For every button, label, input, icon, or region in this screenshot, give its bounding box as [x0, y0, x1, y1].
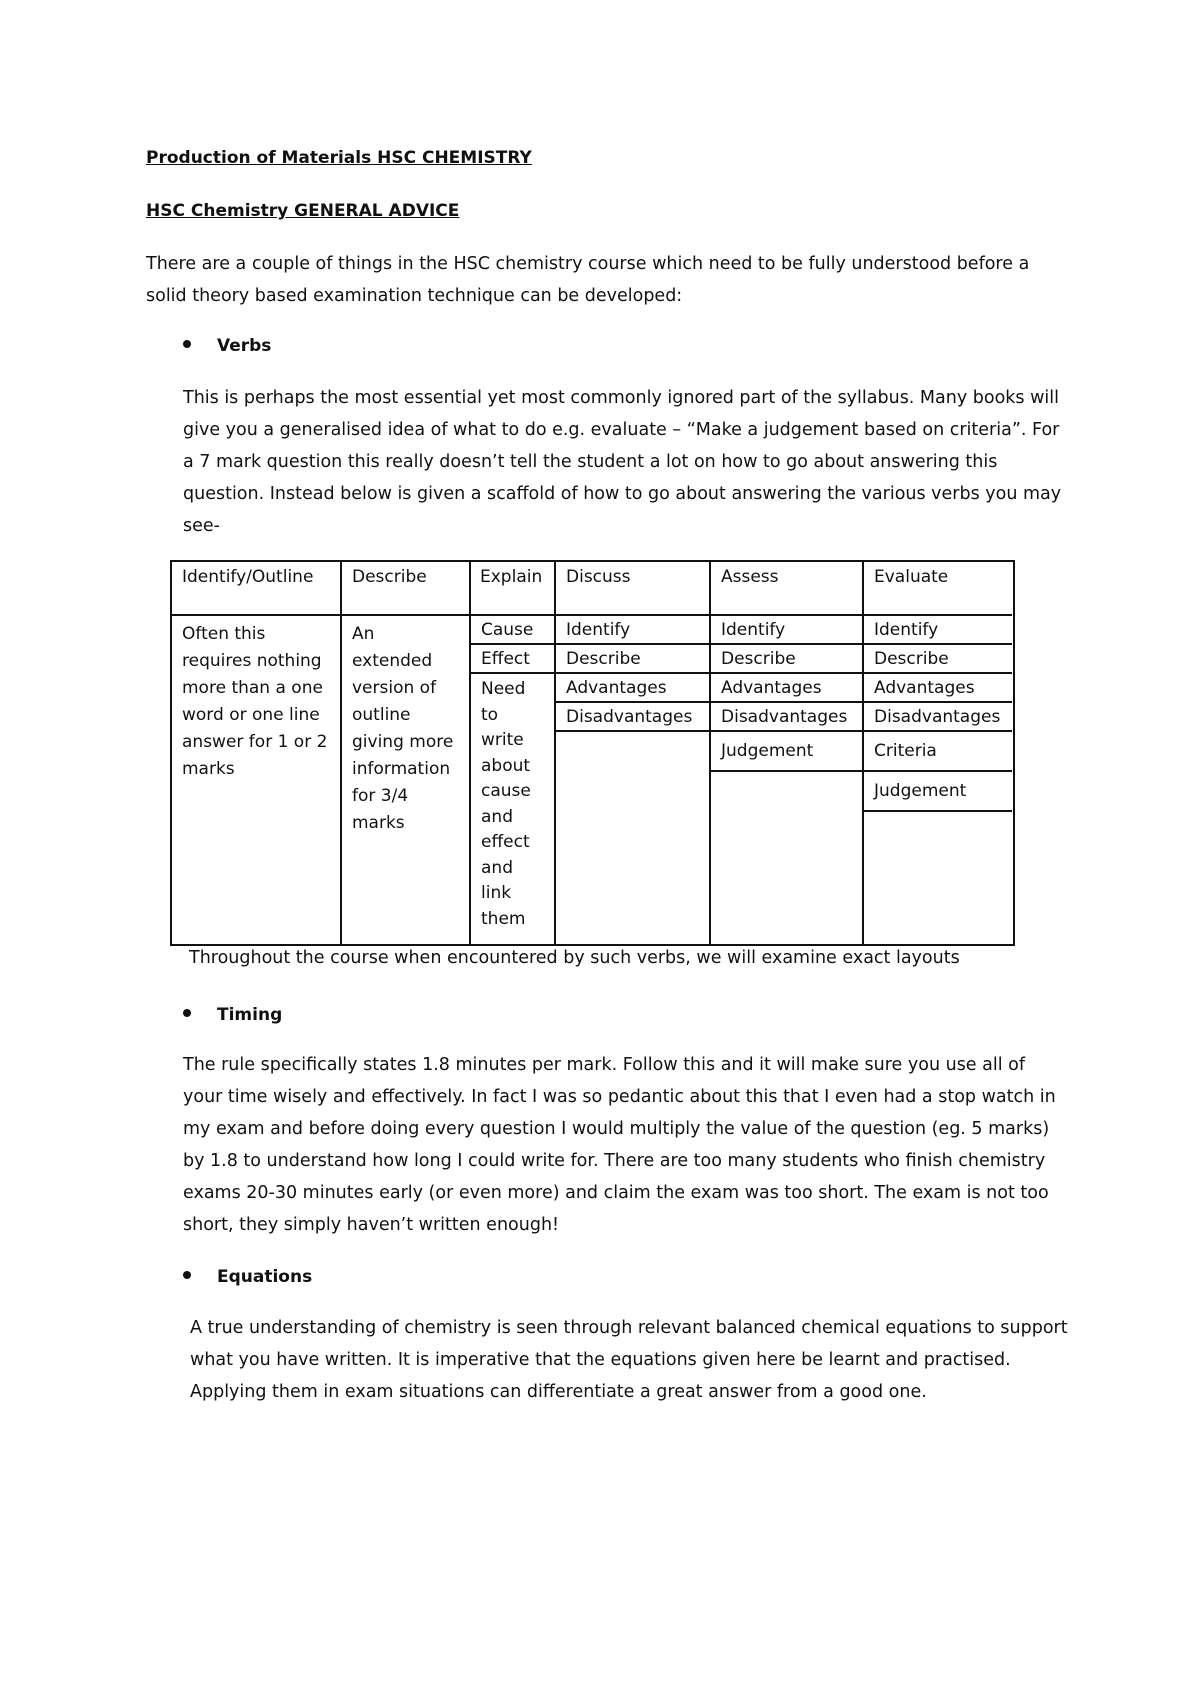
discuss-item: Disadvantages: [556, 703, 709, 732]
equations-heading: [183, 1267, 312, 1287]
evaluate-item: Judgement: [864, 772, 1012, 812]
bullet-icon: [183, 340, 191, 348]
equations-paragraph: A true understanding of chemistry is seen through relevant balanced chemical equations to support what you have written. It is imperative that the equations given here be learnt and practised. Applying them in exam situations can differentiate a great answer from a good one.: [190, 1318, 1068, 1402]
timing-heading: [183, 1005, 282, 1025]
table-header-cell: Explain: [471, 562, 554, 616]
table-note: Throughout the course when encountered by such verbs, we will examine exact layouts: [189, 948, 960, 968]
evaluate-item: Describe: [864, 645, 1012, 674]
document-subtitle: HSC Chemistry GENERAL ADVICE: [146, 201, 460, 221]
table-header-cell: Describe: [342, 562, 469, 616]
timing-heading-label: Timing: [217, 1005, 283, 1025]
discuss-item: Advantages: [556, 674, 709, 703]
intro-paragraph: There are a couple of things in the HSC chemistry course which need to be fully understood before a solid theory based examination technique can be developed:: [146, 254, 1030, 306]
describe-column: [340, 562, 469, 944]
document-title: Production of Materials HSC CHEMISTRY: [146, 148, 532, 168]
assess-item: Disadvantages: [711, 703, 862, 732]
evaluate-item: Advantages: [864, 674, 1012, 703]
table-header-cell: Identify/Outline: [172, 562, 340, 616]
table-header-cell: Assess: [711, 562, 862, 616]
explain-item: Cause: [471, 616, 554, 645]
discuss-item: Describe: [556, 645, 709, 674]
explain-column: [469, 562, 554, 944]
assess-column: [709, 562, 862, 944]
evaluate-item: Disadvantages: [864, 703, 1012, 732]
assess-item: Describe: [711, 645, 862, 674]
verbs-paragraph: This is perhaps the most essential yet most commonly ignored part of the syllabus. Many books will give you a generalised idea of what to do e.g. evaluate – “Make a judgement based on criteria”. For a 7 mark question this really doesn’t tell the student a lot on how to go about answering this question. Instead below is given a scaffold of how to go about answering the various verbs you may see-: [183, 388, 1062, 536]
table-header-cell: Discuss: [556, 562, 709, 616]
evaluate-item: Criteria: [864, 732, 1012, 772]
verbs-heading: [183, 336, 271, 356]
assess-item: Judgement: [711, 732, 862, 772]
bullet-icon: [183, 1271, 191, 1279]
describe-cell: An extended version of outline giving more information for 3/4 marks: [352, 624, 454, 833]
explain-item: Effect: [471, 645, 554, 674]
identify-outline-cell: Often this requires nothing more than a one word or one line answer for 1 or 2 marks: [182, 624, 328, 779]
discuss-item: Identify: [556, 616, 709, 645]
equations-heading-label: Equations: [217, 1267, 313, 1287]
explain-item: Need to write about cause and effect and link them: [481, 679, 531, 929]
assess-item: Advantages: [711, 674, 862, 703]
verbs-heading-label: Verbs: [217, 336, 272, 356]
identify-outline-column: [172, 562, 340, 944]
assess-item: Identify: [711, 616, 862, 645]
table-header-cell: Evaluate: [864, 562, 1012, 616]
evaluate-item: Identify: [864, 616, 1012, 645]
verbs-table: [170, 560, 1015, 946]
evaluate-column: [862, 562, 1012, 944]
discuss-column: [554, 562, 709, 944]
timing-paragraph: The rule specifically states 1.8 minutes per mark. Follow this and it will make sure you use all of your time wisely and effectively. In fact I was so pedantic about this that I even had a stop watch in my exam and before doing every question I would multiply the value of the question (eg. 5 marks) by 1.8 to understand how long I could write for. There are too many students who finish chemistry exams 20-30 minutes early (or even more) and claim the exam was too short. The exam is not too short, they simply haven’t written enough!: [183, 1055, 1056, 1235]
bullet-icon: [183, 1009, 191, 1017]
